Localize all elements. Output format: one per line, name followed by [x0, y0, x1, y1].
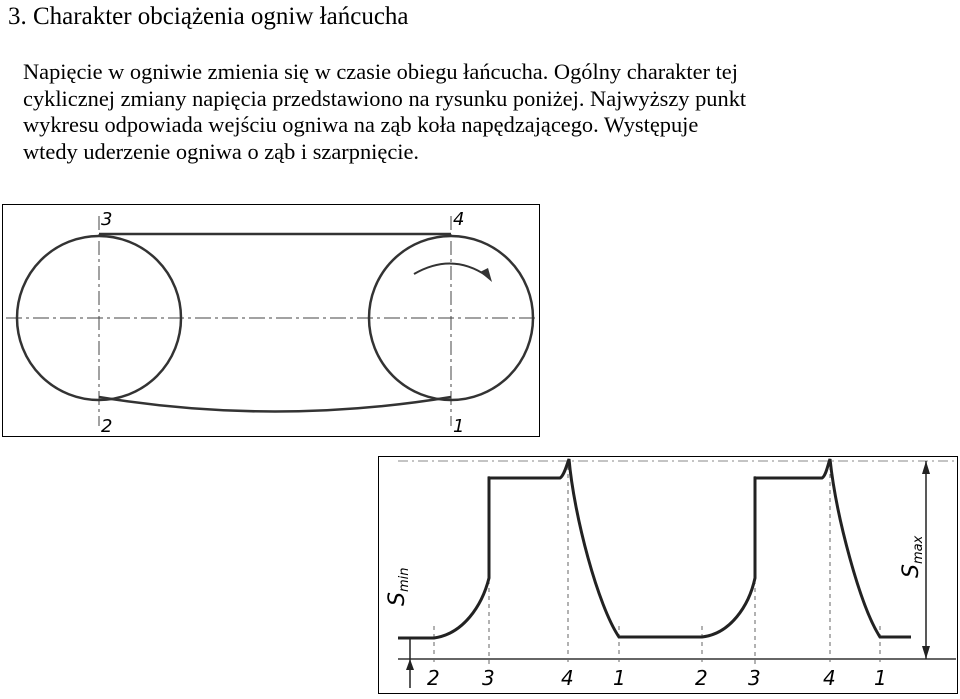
x-label-2a: 2 [427, 666, 440, 690]
chain-drive-drawing [2, 204, 540, 437]
tension-graph-drawing [378, 456, 958, 694]
paragraph-line-1: Napięcie w ogniwie zmienia się w czasie obiegu łańcucha. Ogólny charakter tej [23, 59, 738, 84]
svg-text:Smax: Smax [899, 535, 926, 578]
point-label-3: 3 [101, 209, 113, 230]
x-label-4b: 4 [823, 666, 836, 690]
paragraph-line-2: cyklicznej zmiany napięcia przedstawiono na rysunku poniżej. Najwyższy punkt [23, 85, 747, 111]
figure-frame [379, 457, 958, 694]
point-label-1: 1 [453, 416, 465, 437]
paragraph-line-3: wykresu odpowiada wejściu ogniwa na ząb koła napędzającego. Występuje [23, 112, 699, 137]
figure-frame [3, 205, 540, 437]
description-paragraph [23, 59, 953, 165]
slide-title: 3. Charakter obciążenia ogniw łańcucha [8, 3, 409, 30]
x-label-1a: 1 [613, 666, 626, 690]
svg-text:Smin: Smin [385, 567, 412, 606]
x-label-1b: 1 [874, 666, 887, 690]
point-label-2: 2 [101, 416, 113, 437]
paragraph-line-4: wtedy uderzenie ogniwa o ząb i szarpnięcie. [23, 138, 420, 164]
point-label-4: 4 [453, 209, 465, 230]
x-label-3b: 3 [748, 666, 761, 690]
chain-drive-figure [2, 204, 540, 437]
x-label-3a: 3 [482, 666, 495, 690]
x-label-2b: 2 [695, 666, 708, 690]
tension-graph-figure [378, 456, 958, 694]
x-label-4a: 4 [561, 666, 574, 690]
